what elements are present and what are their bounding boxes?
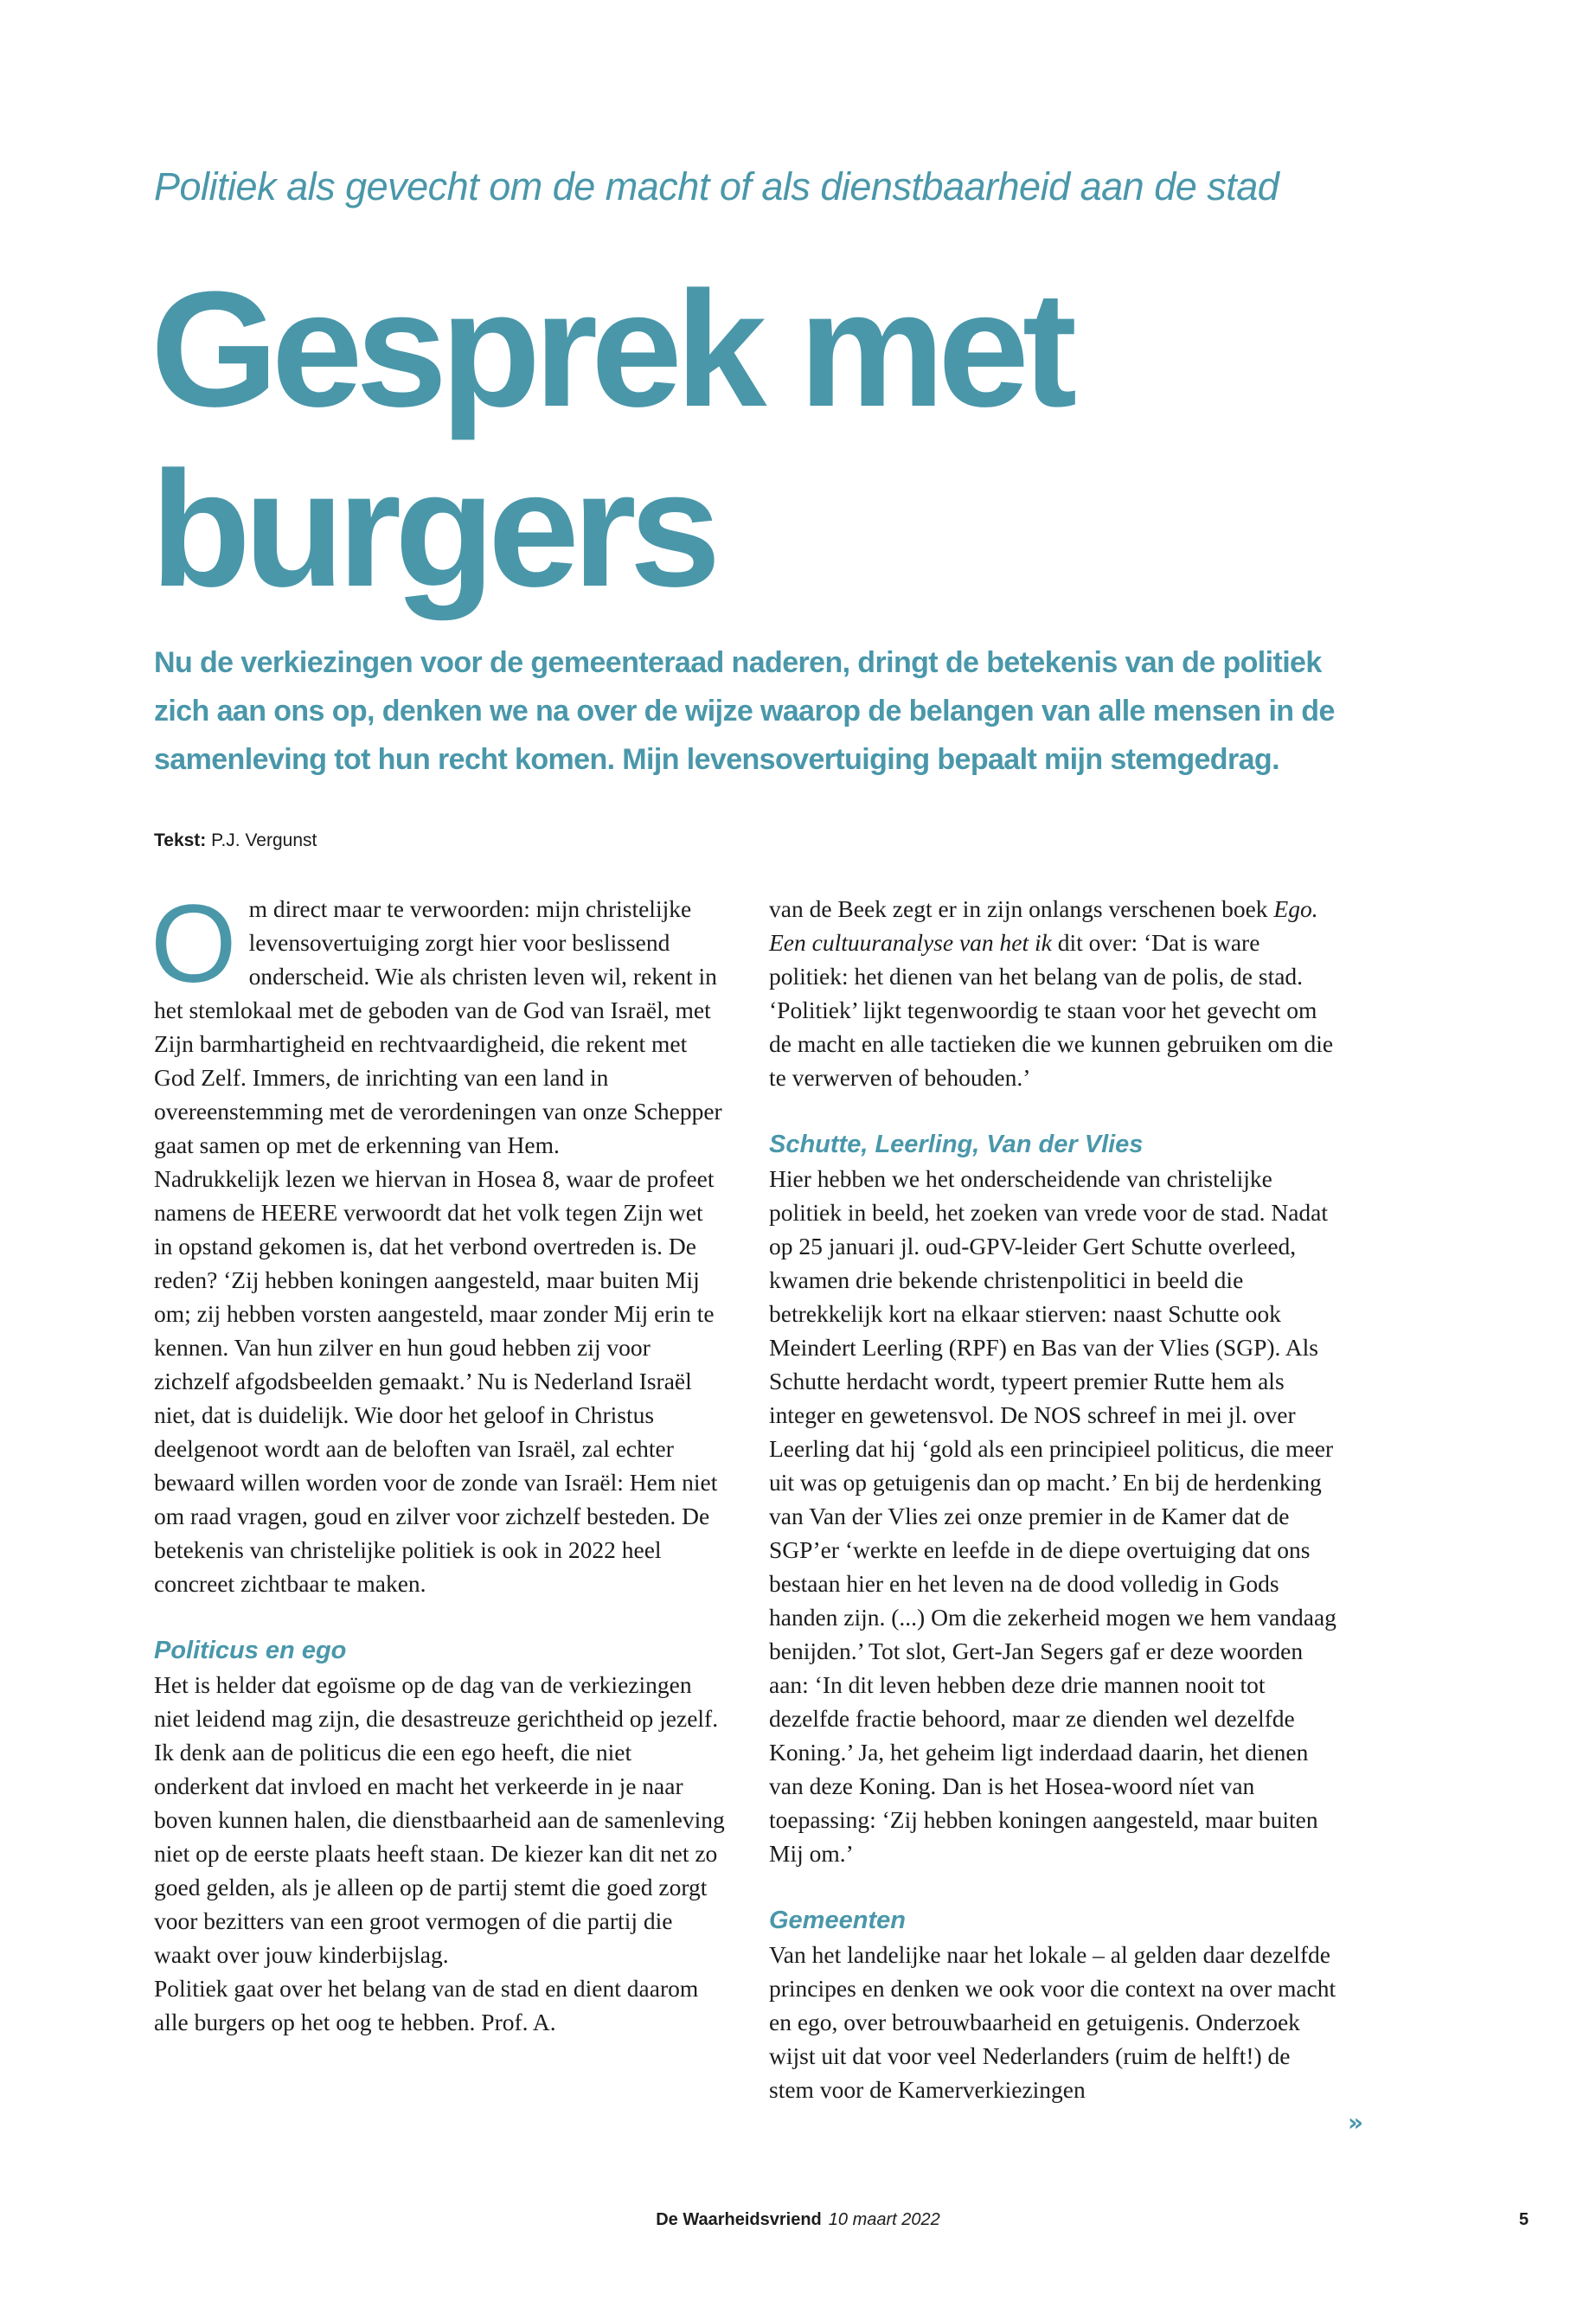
drop-cap: O xyxy=(151,882,237,1006)
subheading: Schutte, Leerling, Van der Vlies xyxy=(769,1131,1144,1158)
publication-name: De Waarheidsvriend xyxy=(656,2210,822,2229)
byline xyxy=(154,830,317,851)
page-number: 5 xyxy=(1519,2210,1529,2229)
paragraph-text: m direct maar te verwoorden: mijn christelijke levensovertuiging zorgt hier voor beslissend onderscheid. Wie als christen leven wil, rekent in het stemlokaal met de geboden van de God van Israël, met Zijn barmhartigheid en rechtvaardigheid, die rekent met God Zelf. Immers, de inrichting van een land in overeenstemming met de verordeningen van onze Schepper gaat samen op met de erkenning van Hem. xyxy=(154,895,722,1158)
paragraph: Nadrukkelijk lezen we hiervan in Hosea 8, waar de profeet namens de HEERE verwoordt dat het volk tegen Zijn wet in opstand gekomen is, dat het verbond overtreden is. De reden? ‘Zij hebben koningen aangesteld, maar buiten Mij om; zij hebben vorsten aangesteld, maar zonder Mij erin te kennen. Van hun zilver en hun goud hebben zij voor zichzelf afgodsbeelden gemaakt.’ Nu is Nederland Israël niet, dat is duidelijk. Wie door het geloof in Christus deelgenoot wordt aan de beloften van Israël, zal echter bewaard willen worden voor de zonde van Israël: Hem niet om raad vragen, goud en zilver voor zichzelf besteden. De betekenis van christelijke politiek is ook in 2022 heel concreet zichtbaar te maken. xyxy=(154,1165,718,1597)
paragraph: Van het landelijke naar het lokale – al gelden daar dezelfde principes en denken we ook voor die context na over macht en ego, over betrouwbaarheid en getuigenis. Onderzoek wijst uit dat voor veel Nederlanders (ruim de helft!) de stem voor de Kamerverkiezingen xyxy=(769,1941,1336,2103)
paragraph: Politiek gaat over het belang van de stad en dient daarom alle burgers op het oog te hebben. Prof. A. xyxy=(154,1975,699,2035)
continue-arrow-icon: » xyxy=(1348,2108,1364,2137)
paragraph-text: van de Beek zegt er in zijn onlangs verschenen boek xyxy=(769,895,1274,922)
column-left xyxy=(151,882,725,2039)
byline-label: Tekst: xyxy=(154,830,207,850)
book-title: Ego. Een cultuuranalyse van het ik xyxy=(769,895,1318,956)
issue-date: 10 maart 2022 xyxy=(828,2210,940,2229)
subheading: Politicus en ego xyxy=(154,1637,347,1664)
byline-author: P.J. Vergunst xyxy=(211,830,317,850)
article-title xyxy=(151,260,1448,619)
article-intro: Nu de verkiezingen voor de gemeenteraad naderen, dringt de betekenis van de politiek zich aan ons op, denken we na over de wijze waarop de belangen van alle mensen in de samenleving tot hun recht komen. Mijn levensovertuiging bepaalt mijn stemgedrag. xyxy=(154,646,1335,776)
article-kicker: Politiek als gevecht om de macht of als dienstbaarheid aan de stad xyxy=(154,164,1279,208)
column-right xyxy=(769,892,1340,2106)
paragraph: Hier hebben we het onderscheidende van christelijke politiek in beeld, het zoeken van vrede voor de stad. Nadat op 25 januari jl. oud-GPV-leider Gert Schutte overleed, kwamen drie bekende christenpolitici in beeld die betrekkelijk kort na elkaar stierven: naast Schutte ook Meindert Leerling (RPF) en Bas van der Vlies (SGP). Als Schutte herdacht wordt, typeert premier Rutte hem als integer en gewetensvol. De NOS schreef in mei jl. over Leerling dat hij ‘gold als een principieel politicus, die meer uit was op getuigenis dan op macht.’ En bij de herdenking van Van der Vlies zei onze premier in de Kamer dat de SGP’er ‘werkte en leefde in de diepe overtuiging dat ons bestaan hier en het leven na de dood volledig in Gods handen zijn. (...) Om die zekerheid mogen we hem vandaag benijden.’ Tot slot, Gert-Jan Segers gaf er deze woorden aan: ‘In dit leven hebben deze drie mannen nooit tot dezelfde fractie behoord, maar ze dienden wel dezelfde Koning.’ Ja, het geheim ligt inderdaad daarin, het dienen van deze Koning. Dan is het Hosea-woord níet van toepassing: ‘Zij hebben koningen aangesteld, maar buiten Mij om.’ xyxy=(769,1165,1336,1867)
subheading: Gemeenten xyxy=(769,1907,906,1934)
paragraph: Het is helder dat egoïsme op de dag van de verkiezingen niet leidend mag zijn, die desastreuze gerichtheid op jezelf. Ik denk aan de politicus die een ego heeft, die niet onderkent dat invloed en macht het verkeerde in je naar boven kunnen halen, die dienstbaarheid aan de samenleving niet op de eerste plaats heeft staan. De kiezer kan dit net zo goed gelden, als je alleen op de partij stemt die goed zorgt voor bezitters van een groot vermogen of die partij die waakt over jouw kinderbijslag. xyxy=(154,1671,725,1968)
title-line-2: burgers xyxy=(151,438,715,621)
title-line-1: Gesprek met xyxy=(151,258,1071,441)
paragraph xyxy=(151,882,725,1162)
paragraph xyxy=(769,892,1340,1094)
paragraph-text: dit over: ‘Dat is ware politiek: het dienen van het belang van de polis, de stad. ‘Politiek’ lijkt tegenwoordig te staan voor het gevecht om de macht en alle tactieken die we kunnen gebruiken om die te verwerven of behouden.’ xyxy=(769,929,1334,1091)
page-footer xyxy=(0,2210,1596,2230)
